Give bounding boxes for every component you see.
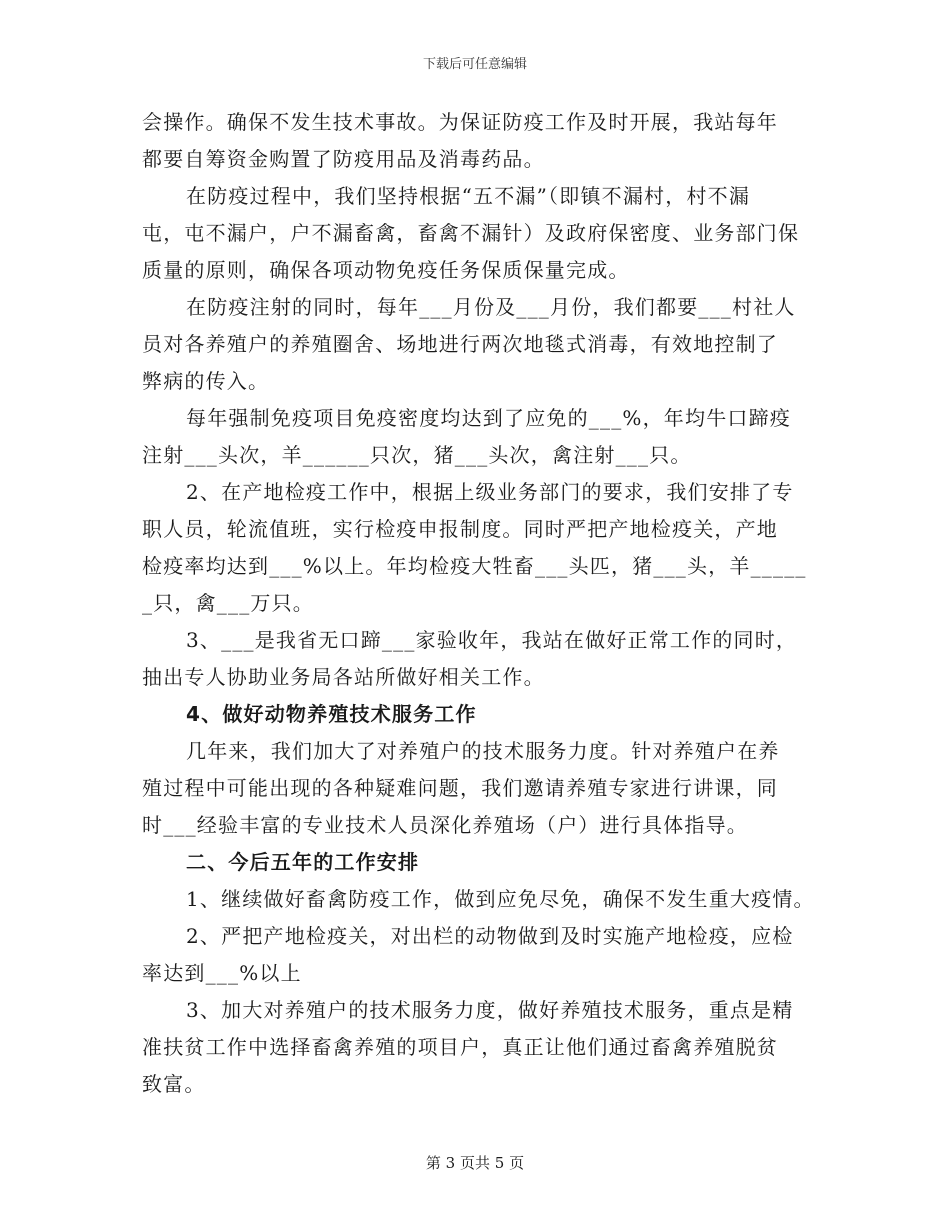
text-line: 在防疫注射的同时，每年___月份及___月份，我们都要___村社人: [186, 295, 796, 319]
text-line: 质量的原则，确保各项动物免疫任务保质保量完成。: [142, 258, 630, 282]
page-footer: 第 3 页共 5 页: [425, 1154, 525, 1172]
text-line: 准扶贫工作中选择畜禽养殖的项目户，真正让他们通过畜禽养殖脱贫: [142, 1035, 778, 1059]
section-heading: 4、做好动物养殖技术服务工作: [186, 702, 477, 726]
text-line: _只，禽___万只。: [142, 591, 314, 615]
text-line: 员对各养殖户的养殖圈舍、场地进行两次地毯式消毒，有效地控制了: [142, 332, 778, 356]
text-line: 率达到___%以上: [142, 961, 302, 985]
text-line: 弊病的传入。: [142, 369, 270, 393]
text-line: 注射___头次，羊______只次，猪___头次，禽注射___只。: [142, 443, 692, 467]
text-line: 每年强制免疫项目免疫密度均达到了应免的___%，年均牛口蹄疫: [186, 406, 792, 430]
text-line: 2、严把产地检疫关，对出栏的动物做到及时实施产地检疫，应检: [186, 924, 794, 948]
text-line: 检疫率均达到___%以上。年均检疫大牲畜___头匹，猪___头，羊_____: [142, 554, 807, 578]
text-line: 屯，屯不漏户，户不漏畜禽，畜禽不漏针）及政府保密度、业务部门保: [142, 221, 800, 245]
text-line: 3、___是我省无口蹄___家验收年，我站在做好正常工作的同时，: [186, 628, 798, 652]
document-body: [142, 104, 822, 1103]
text-line: 职人员，轮流值班，实行检疫申报制度。同时严把产地检疫关，产地: [142, 517, 778, 541]
section-heading: 二、今后五年的工作安排: [186, 850, 420, 874]
text-line: 时___经验丰富的专业技术人员深化养殖场（户）进行具体指导。: [142, 813, 748, 837]
text-line: 几年来，我们加大了对养殖户的技术服务力度。针对养殖户在养: [186, 739, 780, 763]
text-line: 都要自筹资金购置了防疫用品及消毒药品。: [142, 147, 545, 171]
text-line: 3、加大对养殖户的技术服务力度，做好养殖技术服务，重点是精: [186, 998, 794, 1022]
text-line: 在防疫过程中，我们坚持根据“五不漏”（即镇不漏村，村不漏: [186, 184, 751, 208]
text-line: 会操作。确保不发生技术事故。为保证防疫工作及时开展，我站每年: [142, 110, 778, 134]
page-header: 下载后可任意编辑: [422, 57, 527, 72]
text-line: 殖过程中可能出现的各种疑难问题，我们邀请养殖专家进行讲课，同: [142, 776, 778, 800]
text-line: 1、继续做好畜禽防疫工作，做到应免尽免，确保不发生重大疫情。: [186, 887, 815, 911]
text-line: 2、在产地检疫工作中，根据上级业务部门的要求，我们安排了专: [186, 480, 794, 504]
text-line: 抽出专人协助业务局各站所做好相关工作。: [142, 665, 545, 689]
text-line: 致富。: [142, 1072, 206, 1096]
